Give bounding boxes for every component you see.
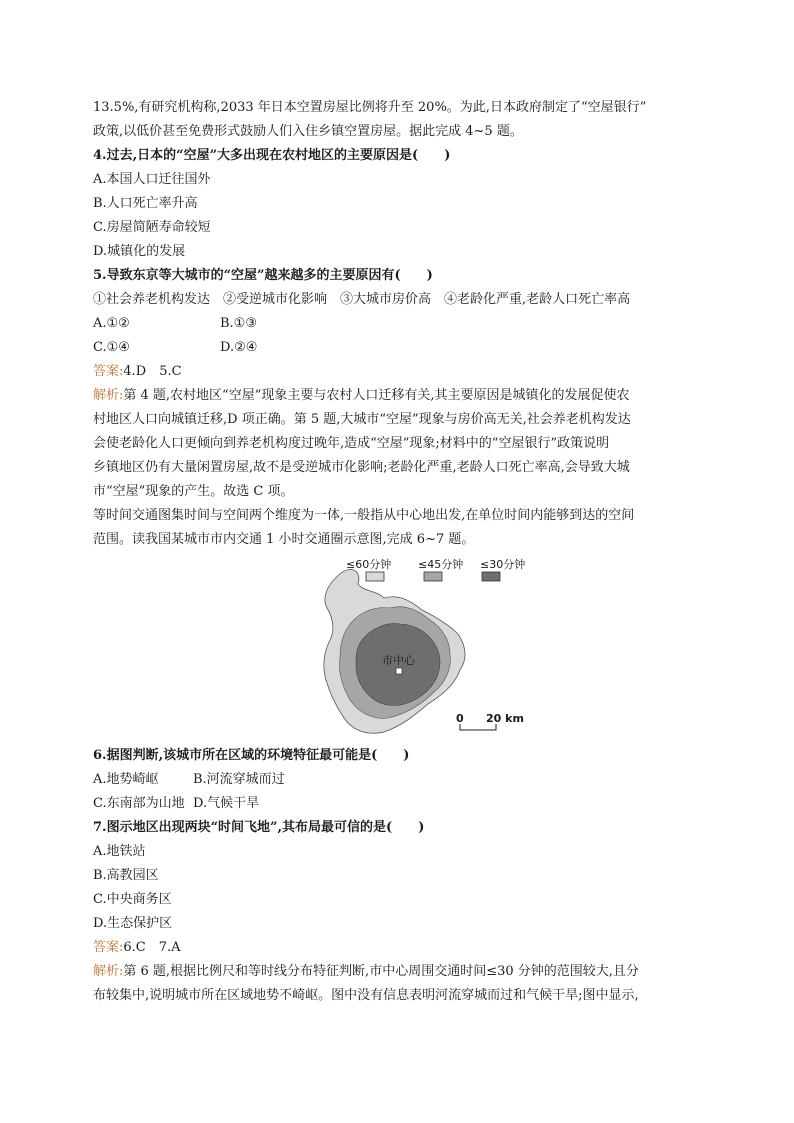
commute-map-figure [300, 554, 530, 744]
q4-option-a: A.本国人口迁往国外 [93, 172, 211, 187]
analysis-label: 解析: [93, 964, 124, 979]
legend-60-swatch [366, 572, 384, 581]
intro-line-2: 政策,以低价甚至免费形式鼓励人们入住乡镇空置房屋。据此完成 4~5 题。 [93, 124, 523, 139]
analysis-label: 解析: [93, 388, 124, 403]
analysis-text: 第 4 题,农村地区“空屋”现象主要与农村人口迁移有关,其主要原因是城镇化的发展促使农 [123, 388, 630, 403]
q4-option-b: B.人口死亡率升高 [93, 196, 198, 211]
q7-option-b: B.高教园区 [93, 868, 159, 883]
analysis-1-line-3: 会使老龄化人口更倾向到养老机构度过晚年,造成“空屋”现象;材料中的“空屋银行”政策说明 [93, 436, 610, 451]
analysis-2-line-2: 布较集中,说明城市所在区域地势不崎岖。图中没有信息表明河流穿城而过和气候干旱;图中显示, [93, 988, 639, 1003]
q5-items: ①社会养老机构发达 ②受逆城市化影响 ③大城市房价高 ④老龄化严重,老龄人口死亡率高 [93, 292, 631, 307]
question-6-stem: 6.据图判断,该城市所在区域的环境特征最可能是( ) [93, 748, 410, 763]
legend-45-label: ≤45分钟 [418, 558, 464, 571]
answer-label: 答案: [93, 364, 124, 379]
q4-option-c: C.房屋简陋寿命较短 [93, 220, 211, 235]
q5-option-b: B.①③ [220, 316, 257, 331]
q5-option-d: D.②④ [220, 340, 258, 355]
answer-2 [93, 936, 181, 960]
q6-option-c: C.东南部为山地 [93, 796, 185, 811]
city-center-marker [396, 668, 402, 674]
question-5-stem: 5.导致东京等大城市的“空屋”越来越多的主要原因有( ) [93, 268, 433, 283]
answer-1 [93, 360, 182, 384]
analysis-1-line-4: 乡镇地区仍有大量闲置房屋,故不是受逆城市化影响;老龄化严重,老龄人口死亡率高,会导致大城 [93, 460, 630, 475]
analysis-1-line-2: 村地区人口向城镇迁移,D 项正确。第 5 题,大城市“空屋”现象与房价高无关,社会养老机构发达 [93, 412, 631, 427]
answer-value: 6.C 7.A [123, 940, 181, 955]
q5-option-c: C.①④ [93, 340, 130, 355]
answer-label: 答案: [93, 940, 124, 955]
q4-option-d: D.城镇化的发展 [93, 244, 186, 259]
q7-option-c: C.中央商务区 [93, 892, 172, 907]
intro2-line-1: 等时间交通图集时间与空间两个维度为一体,一般指从中心地出发,在单位时间内能够到达的空间 [93, 508, 635, 523]
analysis-1-line-1 [93, 384, 629, 408]
q6-option-d: D.气候干旱 [193, 796, 260, 811]
analysis-1-line-5: 市“空屋”现象的产生。故选 C 项。 [93, 484, 294, 499]
q5-option-a: A.①② [93, 316, 130, 331]
legend-30-label: ≤30分钟 [480, 558, 526, 571]
question-7-stem: 7.图示地区出现两块“时间飞地”,其布局最可信的是( ) [93, 820, 425, 835]
scale-end-label: 20 km [486, 712, 524, 725]
intro-line-1: 13.5%,有研究机构称,2033 年日本空置房屋比例将升至 20%。为此,日本政府制定了“空屋银行” [93, 100, 647, 115]
intro2-line-2: 范围。读我国某城市市内交通 1 小时交通圈示意图,完成 6~7 题。 [93, 532, 475, 547]
answer-value: 4.D 5.C [123, 364, 182, 379]
legend-45-swatch [424, 572, 442, 581]
question-4-stem: 4.过去,日本的“空屋”大多出现在农村地区的主要原因是( ) [93, 148, 451, 163]
analysis-text: 第 6 题,根据比例尺和等时线分布特征判断,市中心周围交通时间≤30 分钟的范围较大,且分 [123, 964, 639, 979]
q6-option-b: B.河流穿城而过 [193, 772, 285, 787]
legend-30-swatch [482, 572, 500, 581]
q7-option-a: A.地铁站 [93, 844, 146, 859]
analysis-2-line-1 [93, 960, 639, 984]
city-center-label: 市中心 [382, 654, 415, 667]
q6-option-a: A.地势崎岖 [93, 772, 159, 787]
q7-option-d: D.生态保护区 [93, 916, 173, 931]
scale-zero-label: 0 [456, 712, 464, 725]
legend-60-label: ≤60分钟 [346, 558, 392, 571]
